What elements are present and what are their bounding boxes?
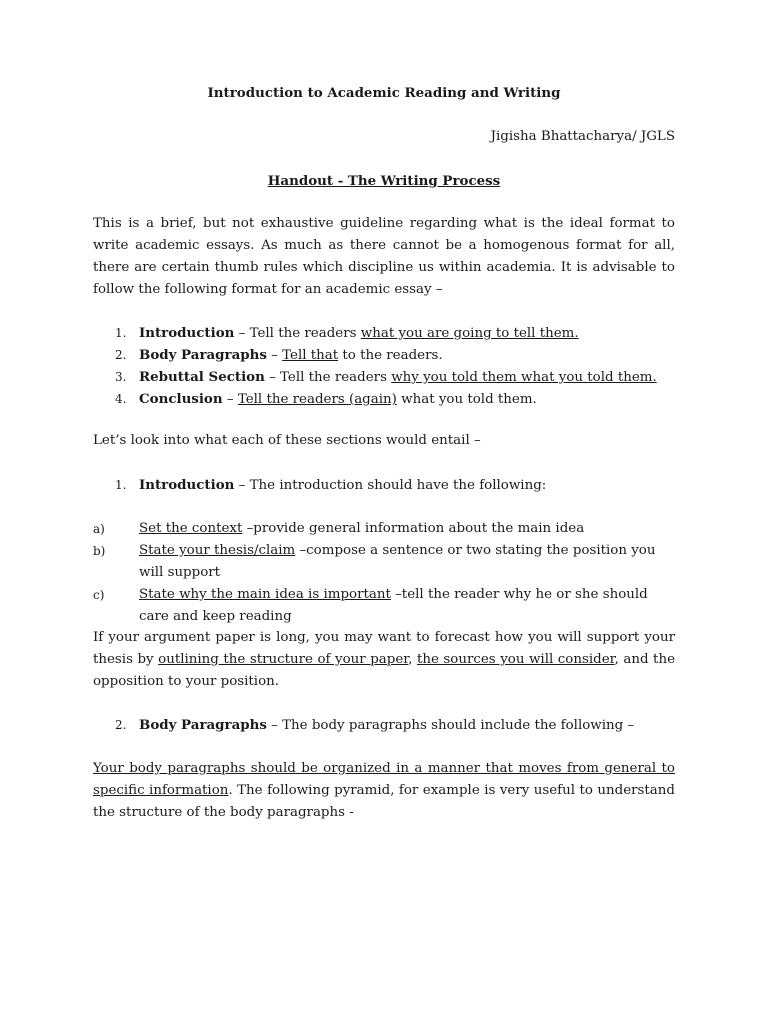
section-term: Body Paragraphs bbox=[139, 717, 267, 733]
list-underlined-text: what you are going to tell them. bbox=[360, 326, 579, 341]
paragraph-text: , bbox=[408, 652, 417, 667]
list-letter: b) bbox=[93, 544, 106, 558]
section-term: Introduction bbox=[139, 477, 235, 493]
intro-paragraph: This is a brief, but not exhaustive guideline regarding what is the ideal format to write academic essays. As much as there cannot be a homogenous format for all, there are certain thumb rules which discipline us within academia. It is advisable to follow the following format for an academic essay – bbox=[93, 216, 675, 297]
format-list-item-introduction bbox=[93, 322, 675, 344]
paragraph-text: , and the opposition to your position. bbox=[93, 652, 675, 689]
format-list-item-rebuttal bbox=[93, 366, 675, 388]
list-item-state-importance bbox=[93, 584, 675, 628]
list-underlined-text: State why the main idea is important bbox=[139, 587, 391, 602]
section-heading-introduction bbox=[93, 474, 675, 496]
list-number: 2. bbox=[115, 718, 127, 732]
list-term: Introduction bbox=[139, 325, 235, 341]
list-rest-text: –compose a sentence or two stating the position you will support bbox=[139, 543, 656, 580]
list-item-state-thesis bbox=[93, 540, 675, 584]
lets-look-paragraph: Let’s look into what each of these sections would entail – bbox=[93, 433, 481, 448]
handout-title: Handout - The Writing Process bbox=[267, 173, 501, 189]
list-rest-text: –tell the reader why he or she should care and keep reading bbox=[139, 587, 648, 624]
list-underlined-text: Tell the readers (again) bbox=[237, 392, 397, 407]
list-separator: – Tell the readers bbox=[264, 370, 392, 385]
section-text: – The introduction should have the following: bbox=[234, 478, 547, 493]
list-term: Body Paragraphs bbox=[139, 347, 267, 363]
body-paragraphs-paragraph bbox=[93, 758, 675, 824]
list-underlined-text: Tell that bbox=[282, 348, 339, 363]
format-list-item-body-paragraphs bbox=[93, 344, 675, 366]
paragraph-underlined-text: the sources you will consider bbox=[416, 652, 615, 667]
paragraph-text: If your argument paper is long, you may want to forecast how you will support your thesis by bbox=[93, 630, 675, 667]
list-number: 3. bbox=[115, 370, 127, 384]
section-item bbox=[93, 714, 675, 736]
document-page bbox=[93, 0, 675, 1024]
list-rest-text: to the readers. bbox=[338, 348, 443, 363]
section-heading-body-paragraphs bbox=[93, 714, 675, 736]
introduction-components-list bbox=[93, 518, 675, 628]
list-separator: – Tell the readers bbox=[234, 326, 361, 341]
list-separator: – bbox=[266, 348, 283, 363]
list-underlined-text: Set the context bbox=[139, 521, 243, 536]
list-number: 1. bbox=[115, 326, 127, 340]
format-list-item-conclusion bbox=[93, 388, 675, 410]
list-number: 2. bbox=[115, 348, 127, 362]
list-underlined-text: why you told them what you told them. bbox=[391, 370, 657, 385]
paragraph-underlined-text: outlining the structure of your paper bbox=[158, 652, 409, 667]
list-separator: – bbox=[222, 392, 238, 407]
list-underlined-text: State your thesis/claim bbox=[139, 543, 296, 558]
section-item bbox=[93, 474, 675, 496]
format-list bbox=[93, 322, 675, 410]
list-term: Rebuttal Section bbox=[139, 369, 265, 385]
paragraph-text: . The following pyramid, for example is very useful to understand the structure of the body paragraphs - bbox=[93, 783, 675, 820]
list-letter: a) bbox=[93, 522, 105, 536]
document-title: Introduction to Academic Reading and Writing bbox=[207, 85, 561, 101]
list-number: 1. bbox=[115, 478, 127, 492]
author-line: Jigisha Bhattacharya/ JGLS bbox=[490, 129, 675, 144]
list-letter: c) bbox=[93, 588, 105, 602]
list-item-set-context bbox=[93, 518, 675, 540]
paragraph-underlined-text: Your body paragraphs should be organized in a manner that moves from general to specific information bbox=[93, 761, 675, 798]
list-rest-text: –provide general information about the main idea bbox=[242, 521, 585, 536]
list-rest-text: what you told them. bbox=[396, 392, 537, 407]
list-number: 4. bbox=[115, 392, 127, 406]
forecast-paragraph bbox=[93, 627, 675, 693]
list-term: Conclusion bbox=[139, 391, 223, 407]
section-text: – The body paragraphs should include the following – bbox=[266, 718, 635, 733]
